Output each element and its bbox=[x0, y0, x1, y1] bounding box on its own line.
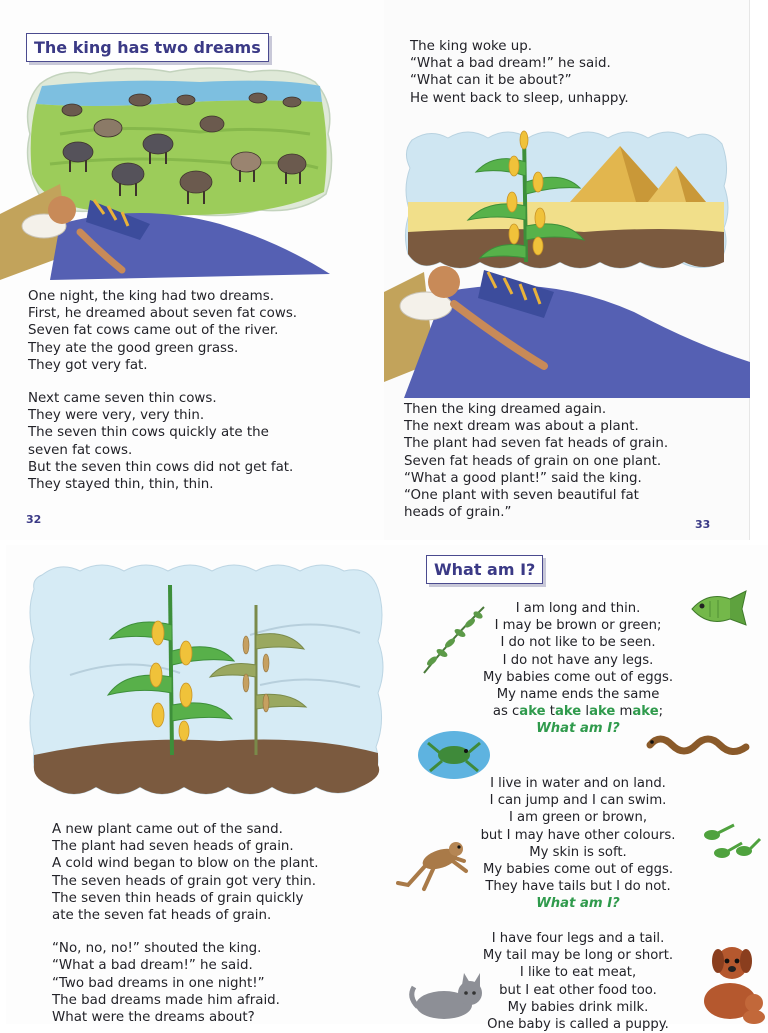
poem-line: I am green or brown, bbox=[508, 810, 648, 826]
riddle-question: What am I? bbox=[536, 721, 620, 737]
text-line: One night, the king had two dreams. bbox=[28, 289, 274, 304]
poem-title: What am I? bbox=[426, 555, 543, 584]
poem-line: One baby is called a puppy. bbox=[487, 1017, 669, 1033]
leafy-branch-icon bbox=[418, 603, 490, 677]
text-line: ate the seven fat heads of grain. bbox=[52, 908, 272, 924]
fish-icon bbox=[686, 589, 748, 629]
riddle-1 bbox=[468, 600, 688, 738]
text-line: The plant had seven fat heads of grain. bbox=[404, 436, 669, 452]
rhyme-word: take bbox=[549, 704, 582, 720]
text-line: Then the king dreamed again. bbox=[404, 402, 607, 417]
poem-line: My tail may be long or short. bbox=[482, 948, 674, 964]
text-line: But the seven thin cows did not get fat. bbox=[28, 459, 294, 475]
text-line: The next dream was about a plant. bbox=[404, 419, 639, 435]
text-line: “Two bad dreams in one night!” bbox=[52, 975, 265, 991]
frog-in-pond-icon bbox=[414, 723, 494, 783]
page-33 bbox=[384, 0, 750, 540]
poem-line: My babies drink milk. bbox=[507, 999, 649, 1015]
snake-icon bbox=[640, 727, 750, 763]
riddle-3 bbox=[468, 930, 688, 1033]
page-number: 33 bbox=[695, 518, 711, 531]
text-line: They stayed thin, thin, thin. bbox=[28, 477, 214, 493]
poem-line: I like to eat meat, bbox=[519, 965, 637, 981]
poem-line: My name ends the same bbox=[496, 687, 660, 703]
poem-line: My skin is soft. bbox=[529, 844, 627, 860]
rhyme-line: as cake take lake make; bbox=[492, 704, 664, 720]
text-line: The bad dreams made him afraid. bbox=[52, 992, 280, 1008]
text-line: “What can it be about?” bbox=[410, 73, 572, 89]
text-line: The king woke up. bbox=[410, 39, 533, 54]
poem-line: I am long and thin. bbox=[515, 601, 641, 616]
text-line: A new plant came out of the sand. bbox=[52, 822, 283, 837]
text-line: “What a good plant!” said the king. bbox=[404, 470, 642, 486]
text-line: “What a bad dream!” he said. bbox=[410, 56, 611, 72]
text-line: heads of grain.” bbox=[404, 505, 512, 521]
poem-line: I can jump and I can swim. bbox=[489, 793, 667, 809]
text-line: “What a bad dream!” he said. bbox=[52, 958, 253, 974]
text-line: Next came seven thin cows. bbox=[28, 391, 217, 407]
text-line: They were very, very thin. bbox=[28, 408, 205, 424]
cat-icon bbox=[408, 967, 488, 1024]
poem-line: but I may have other colours. bbox=[480, 827, 676, 843]
riddle-question: What am I? bbox=[536, 896, 620, 912]
story-title: The king has two dreams bbox=[26, 33, 269, 62]
rhyme-prefix: as bbox=[492, 704, 508, 720]
page-34-text bbox=[52, 821, 318, 1026]
dog-with-puppy-icon bbox=[696, 941, 768, 1024]
poem-line: I do not like to be seen. bbox=[500, 635, 656, 651]
poem-line: My babies come out of eggs. bbox=[482, 669, 674, 685]
text-line: A cold wind began to blow on the plant. bbox=[52, 856, 319, 872]
page-33-top-text bbox=[410, 38, 629, 107]
text-line: He went back to sleep, unhappy. bbox=[410, 90, 629, 106]
rhyme-word: cake bbox=[512, 704, 546, 720]
page-33-bottom-text bbox=[404, 401, 668, 521]
tadpoles-icon bbox=[694, 821, 762, 867]
text-line: They got very fat. bbox=[28, 357, 148, 373]
jumping-frog-icon bbox=[394, 835, 478, 893]
dream-illustration-cows bbox=[0, 64, 384, 280]
page-number: 32 bbox=[26, 513, 42, 526]
poem-line: I do not have any legs. bbox=[502, 652, 654, 668]
text-line: Seven fat heads of grain on one plant. bbox=[404, 453, 662, 469]
poem-line: My babies come out of eggs. bbox=[482, 862, 674, 878]
page-32 bbox=[0, 0, 384, 540]
poem-line: They have tails but I do not. bbox=[485, 879, 671, 895]
riddle-2 bbox=[468, 775, 688, 913]
dream-illustration-plant bbox=[384, 122, 750, 398]
text-line: seven fat cows. bbox=[28, 442, 133, 458]
text-line: The plant had seven heads of grain. bbox=[52, 839, 294, 855]
text-line: Seven fat cows came out of the river. bbox=[28, 323, 279, 339]
text-line: “No, no, no!” shouted the king. bbox=[52, 941, 262, 957]
text-line: The seven thin cows quickly ate the bbox=[28, 425, 269, 441]
page-35 bbox=[408, 545, 768, 1033]
poem-line: but I eat other food too. bbox=[499, 982, 657, 998]
page-34 bbox=[6, 545, 408, 1024]
poem-line: I may be brown or green; bbox=[494, 618, 662, 634]
page-32-text bbox=[28, 288, 297, 493]
poem-line: I have four legs and a tail. bbox=[491, 931, 665, 946]
text-line: The seven thin heads of grain quickly bbox=[52, 890, 304, 906]
illustration-two-plants bbox=[20, 555, 396, 805]
rhyme-word: lake bbox=[585, 704, 616, 720]
poem-line: I live in water and on land. bbox=[490, 776, 666, 791]
text-line: The seven heads of grain got very thin. bbox=[52, 873, 317, 889]
text-line: First, he dreamed about seven fat cows. bbox=[28, 306, 298, 322]
text-line: What were the dreams about? bbox=[52, 1010, 255, 1026]
text-line: “One plant with seven beautiful fat bbox=[404, 488, 639, 504]
rhyme-word: make bbox=[619, 704, 659, 720]
text-line: They ate the good green grass. bbox=[28, 340, 239, 356]
